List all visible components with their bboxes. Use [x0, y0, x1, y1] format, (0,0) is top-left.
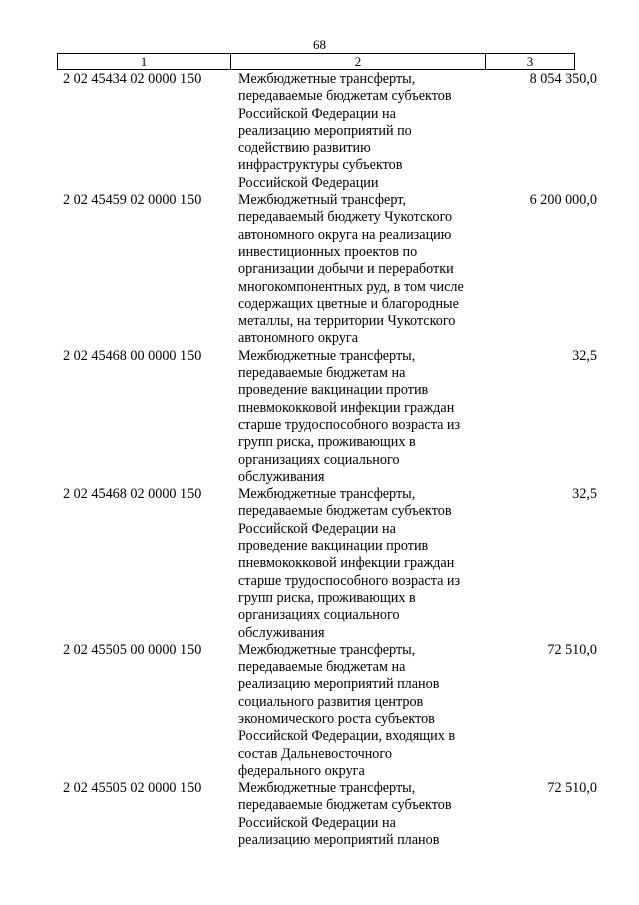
row-amount: 32,5 [572, 347, 597, 364]
row-description-line: федерального округа [238, 762, 365, 779]
row-description-line: Российской Федерации на [238, 814, 396, 831]
row-description-line: передаваемые бюджетам субъектов [238, 88, 452, 105]
row-code: 2 02 45468 02 0000 150 [63, 486, 202, 503]
row-description-line: проведение вакцинации против [238, 382, 429, 399]
row-description-line: старше трудоспособного возраста из [238, 572, 461, 589]
row-description-line: Межбюджетные трансферты, [238, 486, 416, 503]
row-description-line: передаваемые бюджетам субъектов [238, 797, 452, 814]
row-description-line: Российской Федерации на [238, 105, 396, 122]
row-code: 2 02 45505 02 0000 150 [63, 780, 202, 797]
column-header-code: 1 [58, 54, 231, 70]
column-header-row [58, 54, 575, 70]
table-row [0, 348, 639, 486]
row-amount: 72 510,0 [547, 641, 597, 658]
row-description-line: передаваемый бюджету Чукотского [238, 209, 453, 226]
row-description-line: реализацию мероприятий планов [238, 676, 440, 693]
row-amount: 6 200 000,0 [529, 192, 597, 209]
table-row [0, 486, 639, 642]
row-description-line: состав Дальневосточного [238, 745, 392, 762]
row-description [238, 348, 498, 486]
table-row [0, 192, 639, 348]
row-description [238, 780, 498, 849]
row-description [238, 71, 498, 192]
row-amount: 8 054 350,0 [529, 71, 597, 87]
row-description-line: социального развития центров [238, 693, 424, 710]
row-description-line: Межбюджетные трансферты, [238, 71, 416, 87]
row-description [238, 642, 498, 780]
row-description-line: Российской Федерации, входящих в [238, 728, 456, 745]
row-description-line: старше трудоспособного возраста из [238, 416, 461, 433]
table-row [0, 780, 639, 849]
table-row [0, 71, 639, 192]
row-description-line: экономического роста субъектов [238, 710, 435, 727]
row-description-line: Межбюджетный трансферт, [238, 192, 406, 209]
row-description-line: инфраструктуры субъектов [238, 157, 403, 174]
row-description-line: Межбюджетные трансферты, [238, 641, 416, 658]
row-description-line: проведение вакцинации против [238, 538, 429, 555]
row-description-line: передаваемые бюджетам на [238, 365, 406, 382]
row-description [238, 192, 498, 348]
row-description-line: металлы, на территории Чукотского [238, 313, 456, 330]
row-description [238, 486, 498, 642]
row-amount: 72 510,0 [547, 780, 597, 797]
row-description-line: обслуживания [238, 624, 325, 641]
row-description-line: пневмококковой инфекции граждан [238, 399, 455, 416]
table-body [0, 71, 639, 849]
row-description-line: организациях социального [238, 607, 400, 624]
column-header-description: 2 [231, 54, 486, 70]
row-description-line: обслуживания [238, 468, 325, 485]
page-number: 68 [313, 37, 326, 52]
row-description-line: организациях социального [238, 451, 400, 468]
row-amount: 32,5 [572, 486, 597, 503]
row-description-line: Российской Федерации на [238, 520, 396, 537]
table-row [0, 642, 639, 780]
row-description-line: передаваемые бюджетам субъектов [238, 503, 452, 520]
row-code: 2 02 45505 00 0000 150 [63, 641, 202, 658]
row-description-line: Российской Федерации [238, 174, 379, 191]
column-header-table [57, 53, 575, 70]
row-description-line: реализацию мероприятий планов [238, 832, 440, 849]
row-code: 2 02 45459 02 0000 150 [63, 192, 202, 209]
row-code: 2 02 45434 02 0000 150 [63, 71, 202, 87]
row-description-line: передаваемые бюджетам на [238, 659, 406, 676]
row-description-line: пневмококковой инфекции граждан [238, 555, 455, 572]
row-description-line: реализацию мероприятий по [238, 122, 412, 139]
row-description-line: групп риска, проживающих в [238, 589, 416, 606]
row-description-line: групп риска, проживающих в [238, 434, 416, 451]
row-code: 2 02 45468 00 0000 150 [63, 347, 202, 364]
row-description-line: автономного округа [238, 330, 359, 347]
column-header-amount: 3 [486, 54, 575, 70]
row-description-line: содержащих цветные и благородные [238, 295, 459, 312]
row-description-line: содействию развитию [238, 140, 371, 157]
row-description-line: многокомпонентных руд, в том числе [238, 278, 464, 295]
row-description-line: инвестиционных проектов по [238, 243, 418, 260]
row-description-line: Межбюджетные трансферты, [238, 347, 416, 364]
row-description-line: организации добычи и переработки [238, 261, 454, 278]
row-description-line: Межбюджетные трансферты, [238, 780, 416, 797]
row-description-line: автономного округа на реализацию [238, 226, 452, 243]
